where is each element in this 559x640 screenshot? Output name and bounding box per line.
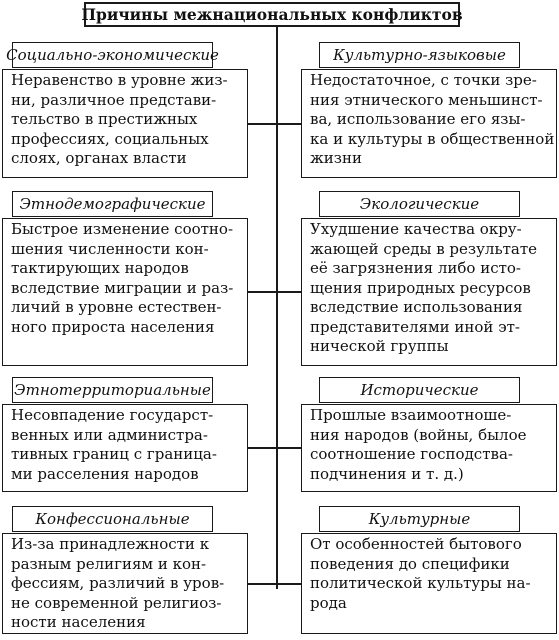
- category-1-description-line: профессиях, социальных: [11, 129, 209, 148]
- category-2-description: [301, 69, 557, 178]
- category-5-connector: [248, 447, 276, 449]
- category-7-description-line: разным религиям и кон-: [11, 554, 207, 573]
- category-3-description: [2, 218, 248, 366]
- category-3-description-line: личий в уровне естествен-: [11, 298, 222, 316]
- category-8-description-line: поведения до специфики: [310, 554, 510, 573]
- category-4-header: Экологические: [319, 191, 520, 217]
- category-7-description-line: Из-за принадлежности к: [11, 535, 210, 553]
- category-4-description-line: представителями иной эт-: [310, 317, 520, 336]
- category-6-description-line: соотношение господства-: [310, 445, 513, 463]
- category-1-description-line: ни, различное представи-: [11, 90, 217, 109]
- category-5-description: [2, 404, 248, 492]
- category-8-connector: [278, 583, 301, 585]
- category-8-description-line: рода: [310, 593, 347, 612]
- category-4-description-line: жающей среды в результате: [310, 239, 538, 258]
- category-3-description-line: вследствие миграции и раз-: [11, 278, 234, 297]
- category-6-description: [301, 404, 557, 492]
- category-2-description-line: жизни: [310, 149, 362, 167]
- category-1-description-line: Неравенство в уровне жиз-: [11, 71, 228, 89]
- category-2-description-line: Недостаточное, с точки зре-: [310, 71, 537, 89]
- category-1-header: Социально-экономические: [12, 42, 213, 68]
- category-3-header: Этнодемографические: [12, 191, 213, 217]
- category-4-description-line: нической группы: [310, 337, 449, 355]
- category-5-header: Этнотерриториальные: [12, 377, 213, 403]
- category-3-description-line: ного прироста населения: [11, 317, 215, 336]
- category-1-description: [2, 69, 248, 178]
- category-3-description-line: Быстрое изменение соотно-: [11, 220, 234, 238]
- category-4-description-line: Ухудшение качества окру-: [310, 220, 522, 238]
- category-8-header: Культурные: [319, 506, 520, 532]
- category-5-description-line: ми расселения народов: [11, 464, 199, 483]
- category-1-description-line: слоях, органах власти: [11, 149, 187, 167]
- category-3-connector: [248, 291, 276, 293]
- category-8-description-line: политической культуры на-: [310, 574, 531, 592]
- category-1-connector: [248, 123, 276, 125]
- category-2-description-line: ва, использование его язы-: [310, 110, 526, 128]
- category-6-connector: [278, 447, 301, 449]
- category-7-header: Конфессиональные: [12, 506, 213, 532]
- category-2-description-line: ния этнического меньшинст-: [310, 90, 543, 109]
- category-7-description: [2, 533, 248, 634]
- category-7-connector: [248, 583, 276, 585]
- category-7-description-line: фессиям, различий в уров-: [11, 574, 225, 592]
- category-7-description-line: ности населения: [11, 613, 146, 631]
- category-2-header: Культурно-языковые: [319, 42, 520, 68]
- category-6-description-line: ния народов (войны, былое: [310, 425, 527, 444]
- category-2-description-line: ка и культуры в общественной: [310, 129, 555, 148]
- category-6-description-line: подчинения и т. д.): [310, 464, 464, 483]
- category-4-connector: [278, 291, 301, 293]
- central-connector-line: [276, 27, 278, 589]
- category-4-description-line: щения природных ресурсов: [310, 278, 531, 297]
- category-1-description-line: тельство в престижных: [11, 110, 198, 128]
- category-2-connector: [278, 123, 301, 125]
- category-4-description-line: её загрязнения либо исто-: [310, 259, 522, 277]
- category-3-description-line: тактирующих народов: [11, 259, 189, 277]
- category-4-description: [301, 218, 557, 366]
- category-7-description-line: не современной религиоз-: [11, 593, 222, 612]
- category-8-description: [301, 533, 557, 634]
- category-8-description-line: От особенностей бытового: [310, 535, 522, 553]
- category-5-description-line: венных или администра-: [11, 425, 208, 444]
- category-5-description-line: Несовпадение государст-: [11, 406, 214, 424]
- category-6-header: Исторические: [319, 377, 520, 403]
- diagram-title: Причины межнациональных конфликтов: [84, 2, 460, 27]
- category-4-description-line: вследствие использования: [310, 298, 523, 316]
- category-5-description-line: тивных границ с граница-: [11, 445, 217, 463]
- category-3-description-line: шения численности кон-: [11, 239, 209, 258]
- category-6-description-line: Прошлые взаимоотноше-: [310, 406, 512, 424]
